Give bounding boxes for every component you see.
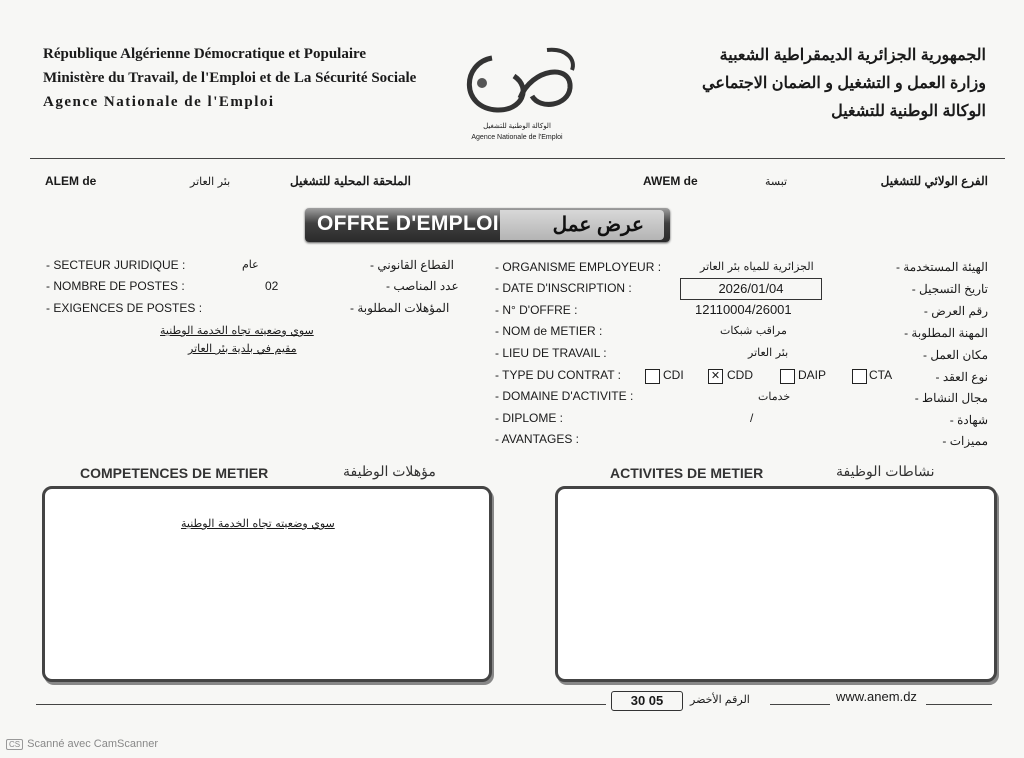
avantages-label-ar: مميزات -: [942, 434, 988, 448]
domaine-value: خدمات: [758, 390, 791, 403]
date-label: - DATE D'INSCRIPTION :: [495, 281, 632, 295]
header-french: [43, 42, 416, 114]
scanner-watermark: [6, 738, 158, 750]
date-value: 2026/01/04: [680, 278, 822, 300]
exigences-line-2: مقيم في بلدية بئر العاتر: [188, 342, 297, 355]
metier-value: مراقب شبكات: [720, 324, 787, 337]
scanner-text: Scanné avec CamScanner: [27, 738, 158, 750]
banner-arabic-panel: [500, 210, 664, 240]
exigences-label: - EXIGENCES DE POSTES :: [46, 301, 203, 315]
secteur-value: عام: [242, 258, 259, 271]
footer-divider-mid: [770, 704, 830, 705]
offre-number-label-ar: رقم العرض -: [923, 304, 988, 318]
header-arabic: [702, 42, 986, 126]
logo-arabic-text: الوكالة الوطنية للتشغيل: [483, 123, 551, 130]
header-divider: [30, 158, 1005, 159]
organisme-label-ar: الهيئة المستخدمة -: [895, 260, 988, 274]
activites-title-ar: نشاطات الوظيفة: [836, 463, 935, 479]
cdd-checkbox[interactable]: ✕: [708, 369, 723, 384]
awem-value: تبسة: [765, 175, 788, 188]
agency-name-ar: الوكالة الوطنية للتشغيل: [831, 103, 986, 120]
footer-divider-right: [926, 704, 992, 705]
exigences-label-ar: المؤهلات المطلوبة -: [350, 301, 450, 315]
date-label-ar: تاريخ التسجيل -: [911, 282, 988, 296]
secteur-label-ar: القطاع القانوني -: [370, 258, 454, 272]
cta-checkbox[interactable]: [852, 369, 867, 384]
anem-logo: [452, 38, 582, 148]
green-number: 30 05: [611, 691, 683, 711]
competences-text: سوي وضعيته تجاه الخدمة الوطنية: [181, 517, 335, 530]
cta-label: CTA: [869, 368, 893, 382]
metier-label-ar: المهنة المطلوبة -: [904, 326, 988, 340]
ministry-name: Ministère du Travail, de l'Emploi et de La Sécurité Sociale: [43, 70, 417, 86]
contrat-label-ar: نوع العقد -: [935, 370, 988, 384]
cdi-label: CDI: [663, 368, 684, 382]
domaine-label: - DOMAINE D'ACTIVITE :: [495, 389, 634, 403]
activites-title: ACTIVITES DE METIER: [610, 465, 764, 481]
green-number-label-ar: الرقم الأخضر: [690, 694, 750, 706]
camscanner-icon: CS: [6, 739, 23, 750]
domaine-label-ar: مجال النشاط -: [914, 391, 988, 405]
anem-logo-icon: [452, 38, 582, 120]
banner-title-ar: عرض عمل: [552, 214, 644, 236]
postes-value: 02: [265, 279, 279, 293]
cdi-checkbox[interactable]: [645, 369, 660, 384]
daip-checkbox[interactable]: [780, 369, 795, 384]
logo-french-text: Agence Nationale de l'Emploi: [471, 134, 563, 141]
postes-label: - NOMBRE DE POSTES :: [46, 279, 185, 293]
activites-panel: [555, 486, 997, 682]
daip-label: DAIP: [798, 368, 827, 382]
metier-label: - NOM de METIER :: [495, 324, 603, 338]
offre-number-label: - N° D'OFFRE :: [495, 303, 578, 317]
website: www.anem.dz: [836, 689, 917, 704]
lieu-value: بئر العاتر: [748, 346, 789, 359]
banner-title: OFFRE D'EMPLOI: [317, 212, 499, 235]
diplome-label: - DIPLOME :: [495, 411, 564, 425]
alem-label: ALEM de: [45, 174, 97, 188]
competences-panel: [42, 486, 492, 682]
offre-emploi-banner: [305, 208, 670, 242]
diplome-label-ar: شهادة -: [949, 413, 988, 427]
agency-name: Agence Nationale de l'Emploi: [43, 94, 275, 110]
offre-number-value: 12110004/26001: [695, 302, 792, 317]
organisme-label: - ORGANISME EMPLOYEUR :: [495, 260, 662, 274]
competences-title: COMPETENCES DE METIER: [80, 465, 269, 481]
postes-label-ar: عدد المناصب -: [386, 279, 459, 293]
awem-label: AWEM de: [643, 174, 698, 188]
alem-label-ar: الملحقة المحلية للتشغيل: [290, 174, 411, 188]
republic-name: République Algérienne Démocratique et Populaire: [43, 46, 367, 62]
footer-divider-left: [36, 704, 606, 705]
organisme-value: الجزائرية للمياه بئر العاتر: [700, 260, 814, 273]
exigences-line-1: سوي وضعيته تجاه الخدمة الوطنية: [160, 324, 314, 337]
ministry-name-ar: وزارة العمل و التشغيل و الضمان الاجتماعي: [702, 75, 986, 92]
diplome-value: /: [750, 411, 754, 425]
secteur-label: - SECTEUR JURIDIQUE :: [46, 258, 186, 272]
awem-label-ar: الفرع الولائي للتشغيل: [880, 174, 988, 188]
avantages-label: - AVANTAGES :: [495, 432, 580, 446]
lieu-label: - LIEU DE TRAVAIL :: [495, 346, 607, 360]
competences-title-ar: مؤهلات الوظيفة: [343, 463, 436, 479]
republic-name-ar: الجمهورية الجزائرية الديمقراطية الشعبية: [719, 47, 986, 64]
alem-value: بئر العاتر: [190, 175, 231, 188]
cdd-label: CDD: [727, 368, 753, 382]
contrat-label: - TYPE DU CONTRAT :: [495, 368, 622, 382]
lieu-label-ar: مكان العمل -: [923, 348, 988, 362]
